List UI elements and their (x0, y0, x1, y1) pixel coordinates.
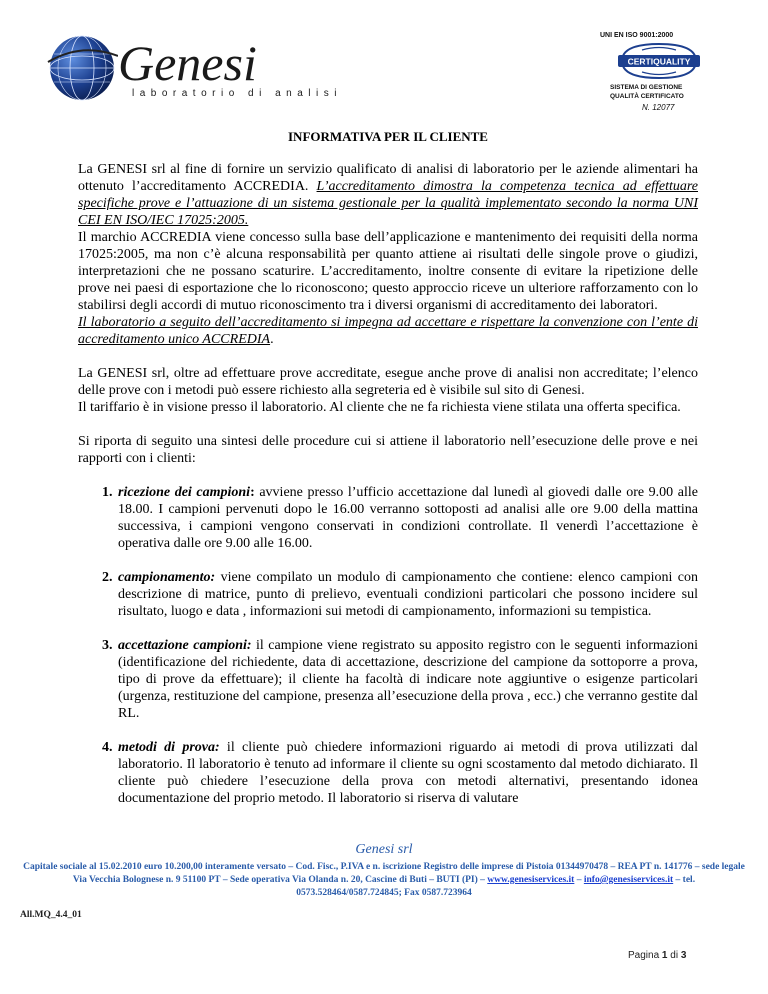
list-item-text: il cliente può chiedere informazioni riguardo ai metodi di prova utilizzati dal laboratorio. Il laboratorio è tenuto ad informare il cliente su ogni scostamento dal metodo dichiarato. Il cliente può chiedere l’esecuzione della prova con metodi alternativi, presentando idonea documentazione del proprio metodo. Il laboratorio si riserva di valutare (118, 740, 698, 806)
footer (20, 842, 748, 920)
email-link[interactable]: info@genesiservices.it (583, 875, 674, 885)
footer-company: Genesi srl (355, 842, 413, 857)
procedures-list (78, 484, 698, 807)
paragraph-accreditation-emphasis: L’accreditamento dimostra la competenza tecnica ad effettuare specifiche prove e l’attuazione di un sistema gestionale per la qualità implementato secondo la norma UNI CEI EN ISO/IEC 17025:2005. (78, 179, 698, 228)
brand-tagline: laboratorio di analisi (132, 88, 342, 99)
page-label: Pagina (628, 950, 662, 961)
paragraph-commitment-end: . (270, 332, 274, 347)
page-of: di (667, 950, 681, 961)
list-item (78, 739, 698, 807)
brand-name: Genesi (118, 35, 257, 91)
list-item-number: 3. (102, 638, 113, 653)
list-item-text: il campione viene registrato su apposito registro con le seguenti informazioni (identificazione del richiedente, data di accettazione, descrizione del campione da sottoporre a prova, tipo di prove da effettuare); il cliente ha facoltà di indicare note aggiuntive o esigenze particolari (urgenza, restituzione del campione, presenza all’esecuzione della prova , ecc.) che verranno gestite dal RL. (118, 638, 699, 721)
list-item-text: viene compilato un modulo di campionamento che contiene: elenco campioni con descrizione di matrice, punto di prelievo, eventuali condizioni particolari che possono incidere sul risultato, luogo e data , informazioni sui metodi di campionamento, informazioni su tempistica. (118, 570, 698, 619)
paragraph-accreditation (78, 161, 698, 229)
list-item-term: campionamento: (118, 570, 216, 585)
page-title: INFORMATIVA PER IL CLIENTE (288, 129, 488, 144)
list-item-term: metodi di prova: (118, 740, 220, 755)
list-item-text: avviene presso l’ufficio accettazione dal lunedì al giovedi dalle ore 9.00 alle 18.00. I campioni pervenuti dopo le 16.00 verranno sottoposti ad analisi alle ore 9.00 della mattina successiva, i campioni vengono conservati in condizioni controllate. Il venerdì l’accettazione è operativa dalle ore 9.00 alle 16.00. (118, 485, 698, 551)
globe-icon (46, 32, 118, 104)
list-item-term: accettazione campioni: (118, 638, 252, 653)
cert-line-2: QUALITÀ CERTIFICATO (610, 93, 684, 100)
list-item-number: 1. (102, 485, 113, 500)
paragraph-procedures-intro: Si riporta di seguito una sintesi delle procedure cui si attiene il laboratorio nell’esecuzione delle prove e nei rapporti con i clienti: (78, 434, 698, 466)
footer-legal-text: Capitale sociale al 15.02.2010 euro 10.200,00 interamente versato – Cod. Fisc., P.IVA e n. iscrizione Registro delle imprese di Pistoia 01344970478 – REA PT n. 141776 – sede legale Via Vecchia Bolognese n. 9 51100 PT – Sede operativa Via Olanda n. 20, Cascine di Buti – BUTI (PI) – (23, 862, 745, 885)
paragraph-tariffs: Il tariffario è in visione presso il laboratorio. Al cliente che ne fa richiesta viene stilata una offerta specifica. (78, 400, 681, 415)
document-code: All.MQ_4.4_01 (20, 910, 82, 920)
letterhead (0, 0, 768, 120)
footer-phone: – tel. 0573.528464/0587.724845; Fax 0587.723964 (296, 875, 696, 898)
paragraph-accredia-mark: Il marchio ACCREDIA viene concesso sulla base dell’applicazione e mantenimento dei requisiti della norma 17025:2005, ma non c’è alcuna responsabilità per quanto attiene ai risultati delle singole prove o giudizi, interpretazioni che ne possano scaturire. L’accreditamento, inoltre consente di evitare la ripetizione delle prove nei paesi di esportazione che lo riconoscono; questo approccio riceve un ulteriore rafforzamento con lo stabilirsi degli accordi di mutuo riconoscimento tra i diversi organismi di accreditamento dei laboratori. (78, 230, 698, 313)
list-item (78, 637, 698, 722)
document-body (78, 120, 698, 824)
website-link[interactable]: www.genesiservices.it (487, 875, 575, 885)
cert-standard: UNI EN ISO 9001:2000 (600, 32, 674, 39)
footer-dash: – (574, 875, 584, 885)
paragraph-commitment (78, 314, 698, 348)
certiquality-badge-icon (612, 42, 706, 80)
list-item-term: ricezione dei campioni (118, 485, 251, 500)
paragraph-non-accredited: La GENESI srl, oltre ad effettuare prove accreditate, esegue anche prove di analisi non accreditate; l’elenco delle prove con i metodi può essere richiesto alla segreteria ed è visibile sul sito di Genesi. (78, 366, 698, 398)
cert-line-1: SISTEMA DI GESTIONE (610, 84, 683, 91)
cert-brand: CERTIQUALITY (627, 56, 691, 67)
paragraph-commitment-text: Il laboratorio a seguito dell’accreditamento si impegna ad accettare e rispettare la convenzione con l’ente di accreditamento unico ACCREDIA (78, 315, 698, 347)
page-total: 3 (680, 950, 687, 961)
list-item-number: 4. (102, 740, 113, 755)
genesi-logo (46, 32, 342, 102)
paragraph-accreditation-intro: La GENESI srl al fine di fornire un servizio qualificato di analisi di laboratorio per le aziende alimentari ha ottenuto l’accreditamento ACCREDIA. (78, 162, 698, 194)
list-item-number: 2. (102, 570, 113, 585)
list-item (78, 569, 698, 620)
list-item-separator: : (250, 485, 255, 500)
certification-mark (592, 32, 728, 118)
list-item (78, 484, 698, 552)
cert-number: N. 12077 (642, 103, 675, 112)
page-number (628, 950, 686, 961)
footer-legal-info (20, 861, 748, 900)
page-current: 1 (661, 950, 668, 961)
